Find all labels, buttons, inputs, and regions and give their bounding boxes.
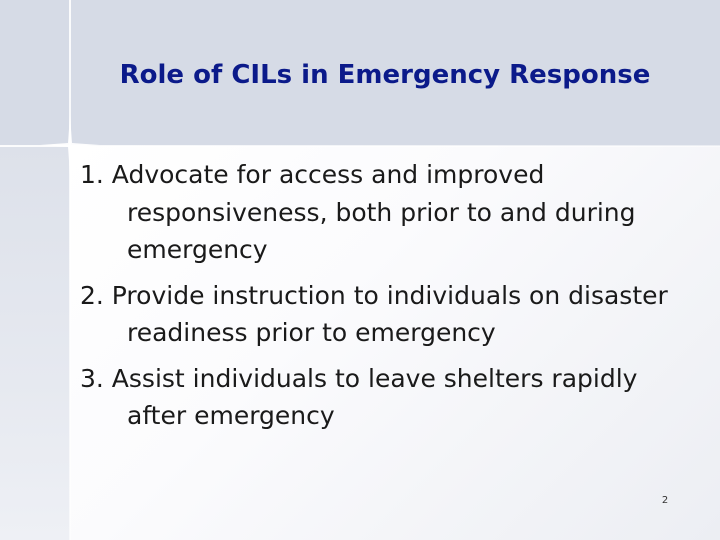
list-item: 2. Provide instruction to individuals on disaster readiness prior to emergency — [80, 280, 668, 347]
slide-title: Role of CILs in Emergency Response — [119, 60, 651, 90]
bullet-list — [80, 156, 690, 443]
list-item: 3. Assist individuals to leave shelters rapidly after emergency — [80, 363, 638, 430]
list-item: 1. Advocate for access and improved responsiveness, both prior to and during emergency — [80, 160, 636, 264]
horizontal-divider — [0, 145, 720, 147]
left-band — [0, 146, 70, 540]
page-number: 2 — [661, 495, 669, 506]
